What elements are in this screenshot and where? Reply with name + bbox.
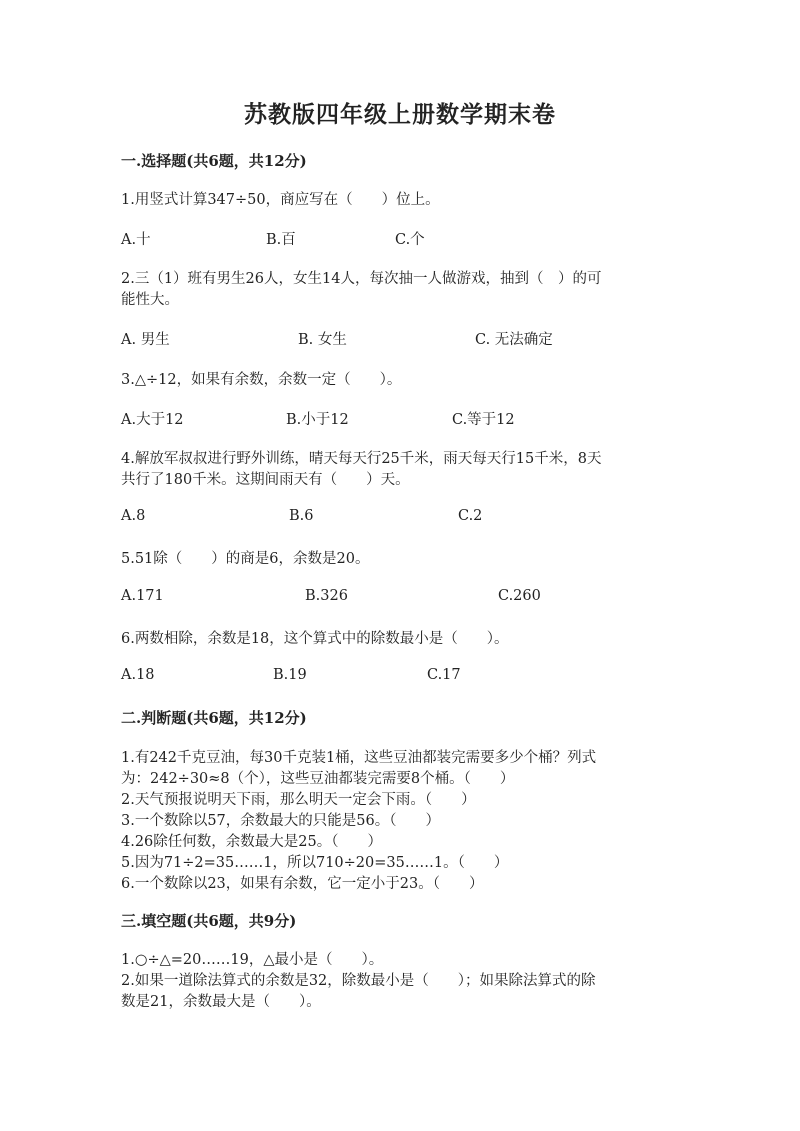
option: B.6 [289,508,314,524]
question-line: 1.有242千克豆油，每30千克装1桶，这些豆油都装完需要多少个桶？列式 [121,750,597,766]
option: C. 无法确定 [475,332,553,348]
page-title: 苏教版四年级上册数学期末卷 [244,101,556,128]
question-line: 3.一个数除以57，余数最大的只能是56。（ ） [121,813,440,829]
question-line: 3.△÷12，如果有余数，余数一定（ ）。 [121,372,402,388]
question-line: 6.两数相除，余数是18，这个算式中的除数最小是（ ）。 [121,631,509,647]
question-line: 1.用竖式计算347÷50，商应写在（ ）位上。 [121,192,440,208]
option: C.2 [458,508,483,524]
option: A. 男生 [121,332,170,348]
question-line: 为：242÷30≈8（个），这些豆油都装完需要8个桶。（ ） [121,771,515,787]
option: B. 女生 [298,332,347,348]
question-line: 2.如果一道除法算式的余数是32，除数最小是（ ）；如果除法算式的除 [121,973,596,989]
option: A.十 [121,232,151,248]
question-line: 4.26除任何数，余数最大是25。（ ） [121,834,382,850]
question-line: 2.三（1）班有男生26人，女生14人，每次抽一人做游戏，抽到（ ）的可 [121,271,602,287]
option: B.326 [305,588,348,604]
section-heading-judgment: 二.判断题(共6题，共12分) [121,709,307,727]
option: A.大于12 [121,412,184,428]
option: C.17 [427,667,461,683]
question-line: 数是21，余数最大是（ ）。 [121,994,321,1010]
question-line: 2.天气预报说明天下雨，那么明天一定会下雨。（ ） [121,792,476,808]
option: C.个 [395,232,425,248]
option: B.小于12 [286,412,349,428]
question-line: 4.解放军叔叔进行野外训练，晴天每天行25千米，雨天每天行15千米，8天 [121,451,602,467]
question-line: 能性大。 [121,292,179,308]
section-heading-fill: 三.填空题(共6题，共9分) [121,912,297,930]
option: C.260 [498,588,541,604]
option: A.18 [121,667,155,683]
question-line: 6.一个数除以23，如果有余数，它一定小于23。（ ） [121,876,484,892]
section-heading-choice: 一.选择题(共6题，共12分) [121,152,307,170]
option: B.百 [266,232,296,248]
option: C.等于12 [452,412,515,428]
option: B.19 [273,667,307,683]
question-line: 5.因为71÷2=35……1，所以710÷20=35……1。（ ） [121,855,509,871]
question-line: 5.51除（ ）的商是6，余数是20。 [121,551,370,567]
option: A.171 [121,588,164,604]
question-line: 共行了180千米。这期间雨天有（ ）天。 [121,472,410,488]
option: A.8 [121,508,146,524]
question-line: 1.○÷△=20……19，△最小是（ ）。 [121,952,384,968]
